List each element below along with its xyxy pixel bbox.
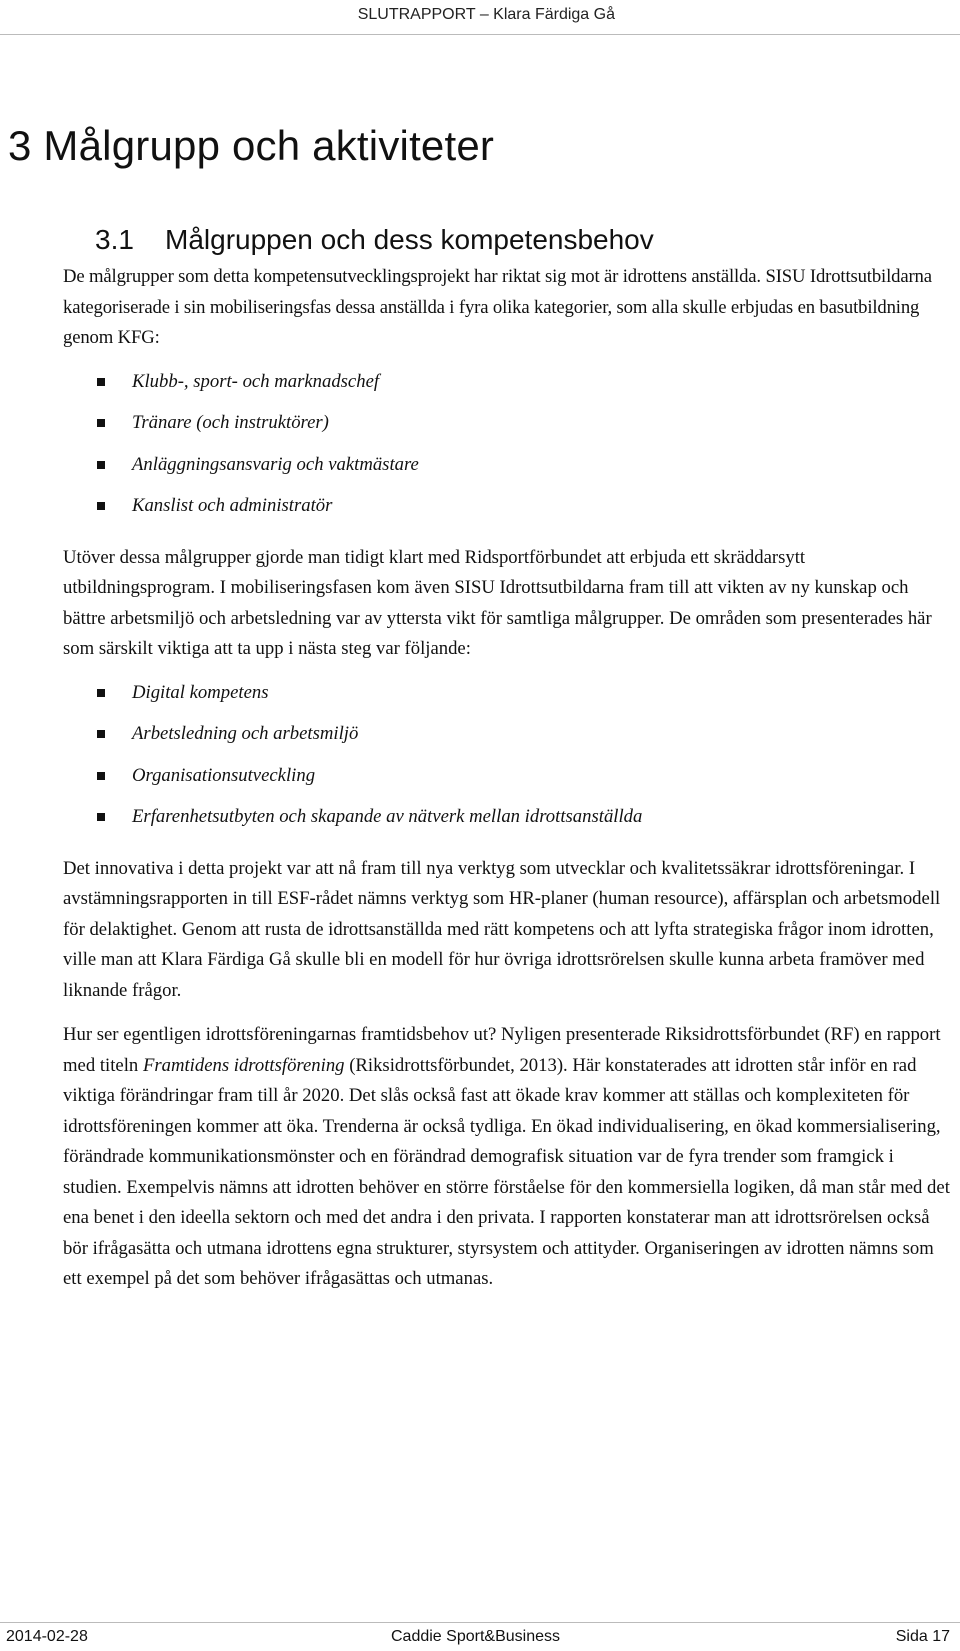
footer-company: Caddie Sport&Business — [391, 1628, 560, 1645]
square-bullet-icon — [97, 730, 105, 738]
paragraph-4 — [63, 1020, 955, 1295]
report-title: Framtidens idrottsförening — [142, 1054, 345, 1076]
square-bullet-icon — [97, 378, 105, 386]
page-header — [0, 0, 960, 35]
paragraph-1: De målgrupper som detta kompetensutvecklingsprojekt har riktat sig mot är idrottens anställda. SISU Idrottsutbildarna kategoriserade i sin mobiliseringsfas dessa anställda i fyra olika kategorier, som alla skulle erbjudas en basutbildning genom KFG: — [63, 266, 932, 348]
list-item — [63, 678, 955, 720]
footer-page-number: Sida 17 — [895, 1628, 950, 1645]
body-text — [63, 262, 955, 1295]
section-title: Målgruppen och dess kompetensbehov — [165, 224, 654, 255]
square-bullet-icon — [97, 813, 105, 821]
list-item-label: Erfarenhetsutbyten och skapande av nätverk mellan idrottsanställda — [132, 806, 643, 827]
focus-areas-list — [63, 678, 955, 844]
section-heading — [95, 224, 654, 256]
list-item-label: Tränare (och instruktörer) — [132, 412, 329, 433]
section-number: 3.1 — [95, 224, 134, 255]
square-bullet-icon — [97, 502, 105, 510]
list-item — [63, 491, 955, 533]
header-title: SLUTRAPPORT – Klara Färdiga Gå — [357, 6, 615, 23]
list-item-label: Organisationsutveckling — [132, 764, 316, 786]
list-item-label: Klubb-, sport- och marknadschef — [132, 370, 380, 392]
square-bullet-icon — [97, 772, 105, 780]
target-groups-list — [63, 367, 955, 533]
list-item — [63, 408, 955, 450]
paragraph-3: Det innovativa i detta projekt var att nå fram till nya verktyg som utvecklar och kvalitetssäkrar idrottsföreningar. I avstämningsrapporten in till ESF-rådet nämns verktyg som HR-planer (human resource), affärsplan och arbetsmodell för delaktighet. Genom att rusta de idrottsanställda med rätt kompetens och att lyfta strategiska frågor inom idrotten, ville man att Klara Färdiga Gå skulle bli en modell för hur övriga idrottsrörelsen skulle kunna arbeta framöver med liknande frågor. — [63, 857, 941, 1001]
footer-date: 2014-02-28 — [6, 1628, 88, 1645]
list-item-label: Arbetsledning och arbetsmiljö — [132, 723, 359, 744]
list-item — [63, 719, 955, 761]
square-bullet-icon — [97, 461, 105, 469]
paragraph-4-end: (Riksidrottsförbundet, 2013). Här konstaterades att idrotten står inför en rad viktiga förändringar fram till år 2020. Det slås också fast att ökade krav kommer att ställas och komplexiteten för idrottsföreningen kommer att öka. Trenderna är också tydliga. En ökad individualisering, en ökad kommersialisering, förändrade kommunikationsmönster och en förändrad demografisk situation var de fyra trender som framgick i studien. Exempelvis nämns att idrotten behöver en större förståelse för den kommersiella logiken, då man står med det ena benet i den ideella sektorn och med det andra i den privata. I rapporten konstaterar man att idrottsrörelsen också bör ifrågasätta och utmana idrottens egna strukturer, styrsystem och attityder. Organiseringen av idrotten nämns som ett exempel på det som behöver ifrågasättas och utmanas. — [63, 1054, 950, 1289]
list-item-label: Anläggningsansvarig och vaktmästare — [132, 453, 419, 475]
paragraph-4-start: Hur ser egentligen idrottsföreningarnas framtidsbehov ut? Nyligen presenterade Riksidrottsförbundet (RF) en rapport med titeln — [63, 1024, 941, 1076]
square-bullet-icon — [97, 689, 105, 697]
list-item — [63, 367, 955, 409]
list-item-label: Digital kompetens — [132, 681, 269, 703]
square-bullet-icon — [97, 419, 105, 427]
list-item — [63, 802, 955, 844]
list-item — [63, 761, 955, 803]
page-footer — [0, 1622, 960, 1651]
list-item-label: Kanslist och administratör — [132, 495, 333, 516]
chapter-title: 3 Målgrupp och aktiviteter — [8, 122, 495, 169]
paragraph-2: Utöver dessa målgrupper gjorde man tidigt klart med Ridsportförbundet att erbjuda ett skräddarsytt utbildningsprogram. I mobiliseringsfasen kom även SISU Idrottsutbildarna fram till att vikten av ny kunskap och bättre arbetsmiljö och arbetsledning var av yttersta vikt för samtliga målgrupper. De områden som presenterades här som särskilt viktiga att ta upp i nästa steg var följande: — [63, 546, 932, 659]
list-item — [63, 450, 955, 492]
